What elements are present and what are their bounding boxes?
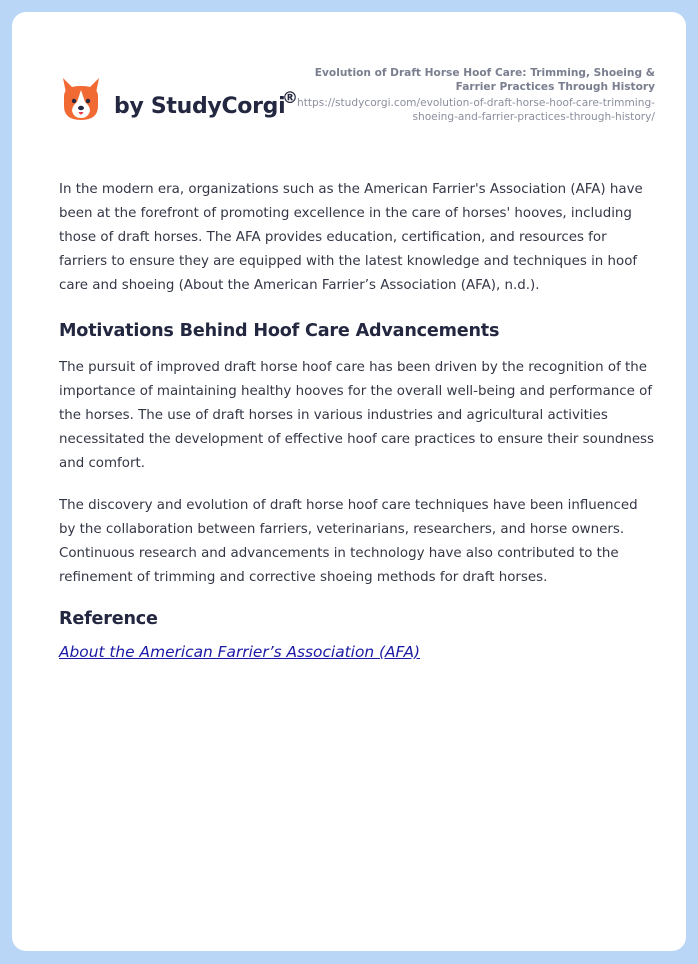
document-meta	[295, 66, 655, 124]
studycorgi-logo[interactable]	[60, 76, 310, 136]
document-url[interactable]: https://studycorgi.com/evolution-of-draft-horse-hoof-care-trimming-shoeing-and-farrier-practices-through-history/	[297, 97, 655, 123]
corgi-icon	[60, 76, 102, 122]
reference-heading: Reference	[59, 609, 158, 629]
document-title: Evolution of Draft Horse Hoof Care: Trimming, Shoeing & Farrier Practices Through History	[314, 67, 655, 93]
body-paragraph-2: The discovery and evolution of draft horse hoof care techniques have been influenced by the collaboration between farriers, veterinarians, researchers, and horse owners. Continuous research and advancements in technology have also contributed to the refinement of trimming and corrective shoeing methods for draft horses.	[59, 498, 638, 585]
body-paragraph-1: The pursuit of improved draft horse hoof care has been driven by the recognition of the importance of maintaining healthy hooves for the overall well-being and performance of the horses. The use of draft horses in various industries and agricultural activities necessitated the development of effective hoof care practices to ensure their soundness and comfort.	[59, 360, 655, 471]
reference-link[interactable]: About the American Farrier’s Association (AFA)	[59, 643, 421, 661]
article-body	[59, 178, 655, 664]
logo-text: by StudyCorgi	[114, 94, 286, 119]
section-heading: Motivations Behind Hoof Care Advancements	[59, 321, 500, 341]
registered-mark: ®	[282, 88, 298, 107]
document-page	[12, 12, 686, 951]
intro-paragraph: In the modern era, organizations such as the American Farrier's Association (AFA) have been at the forefront of promoting excellence in the care of horses' hooves, including those of draft horses. The AFA provides education, certification, and resources for farriers to ensure they are equipped with the latest knowledge and techniques in hoof care and shoeing (About the American Farrier’s Association (AFA), n.d.).	[59, 182, 643, 293]
